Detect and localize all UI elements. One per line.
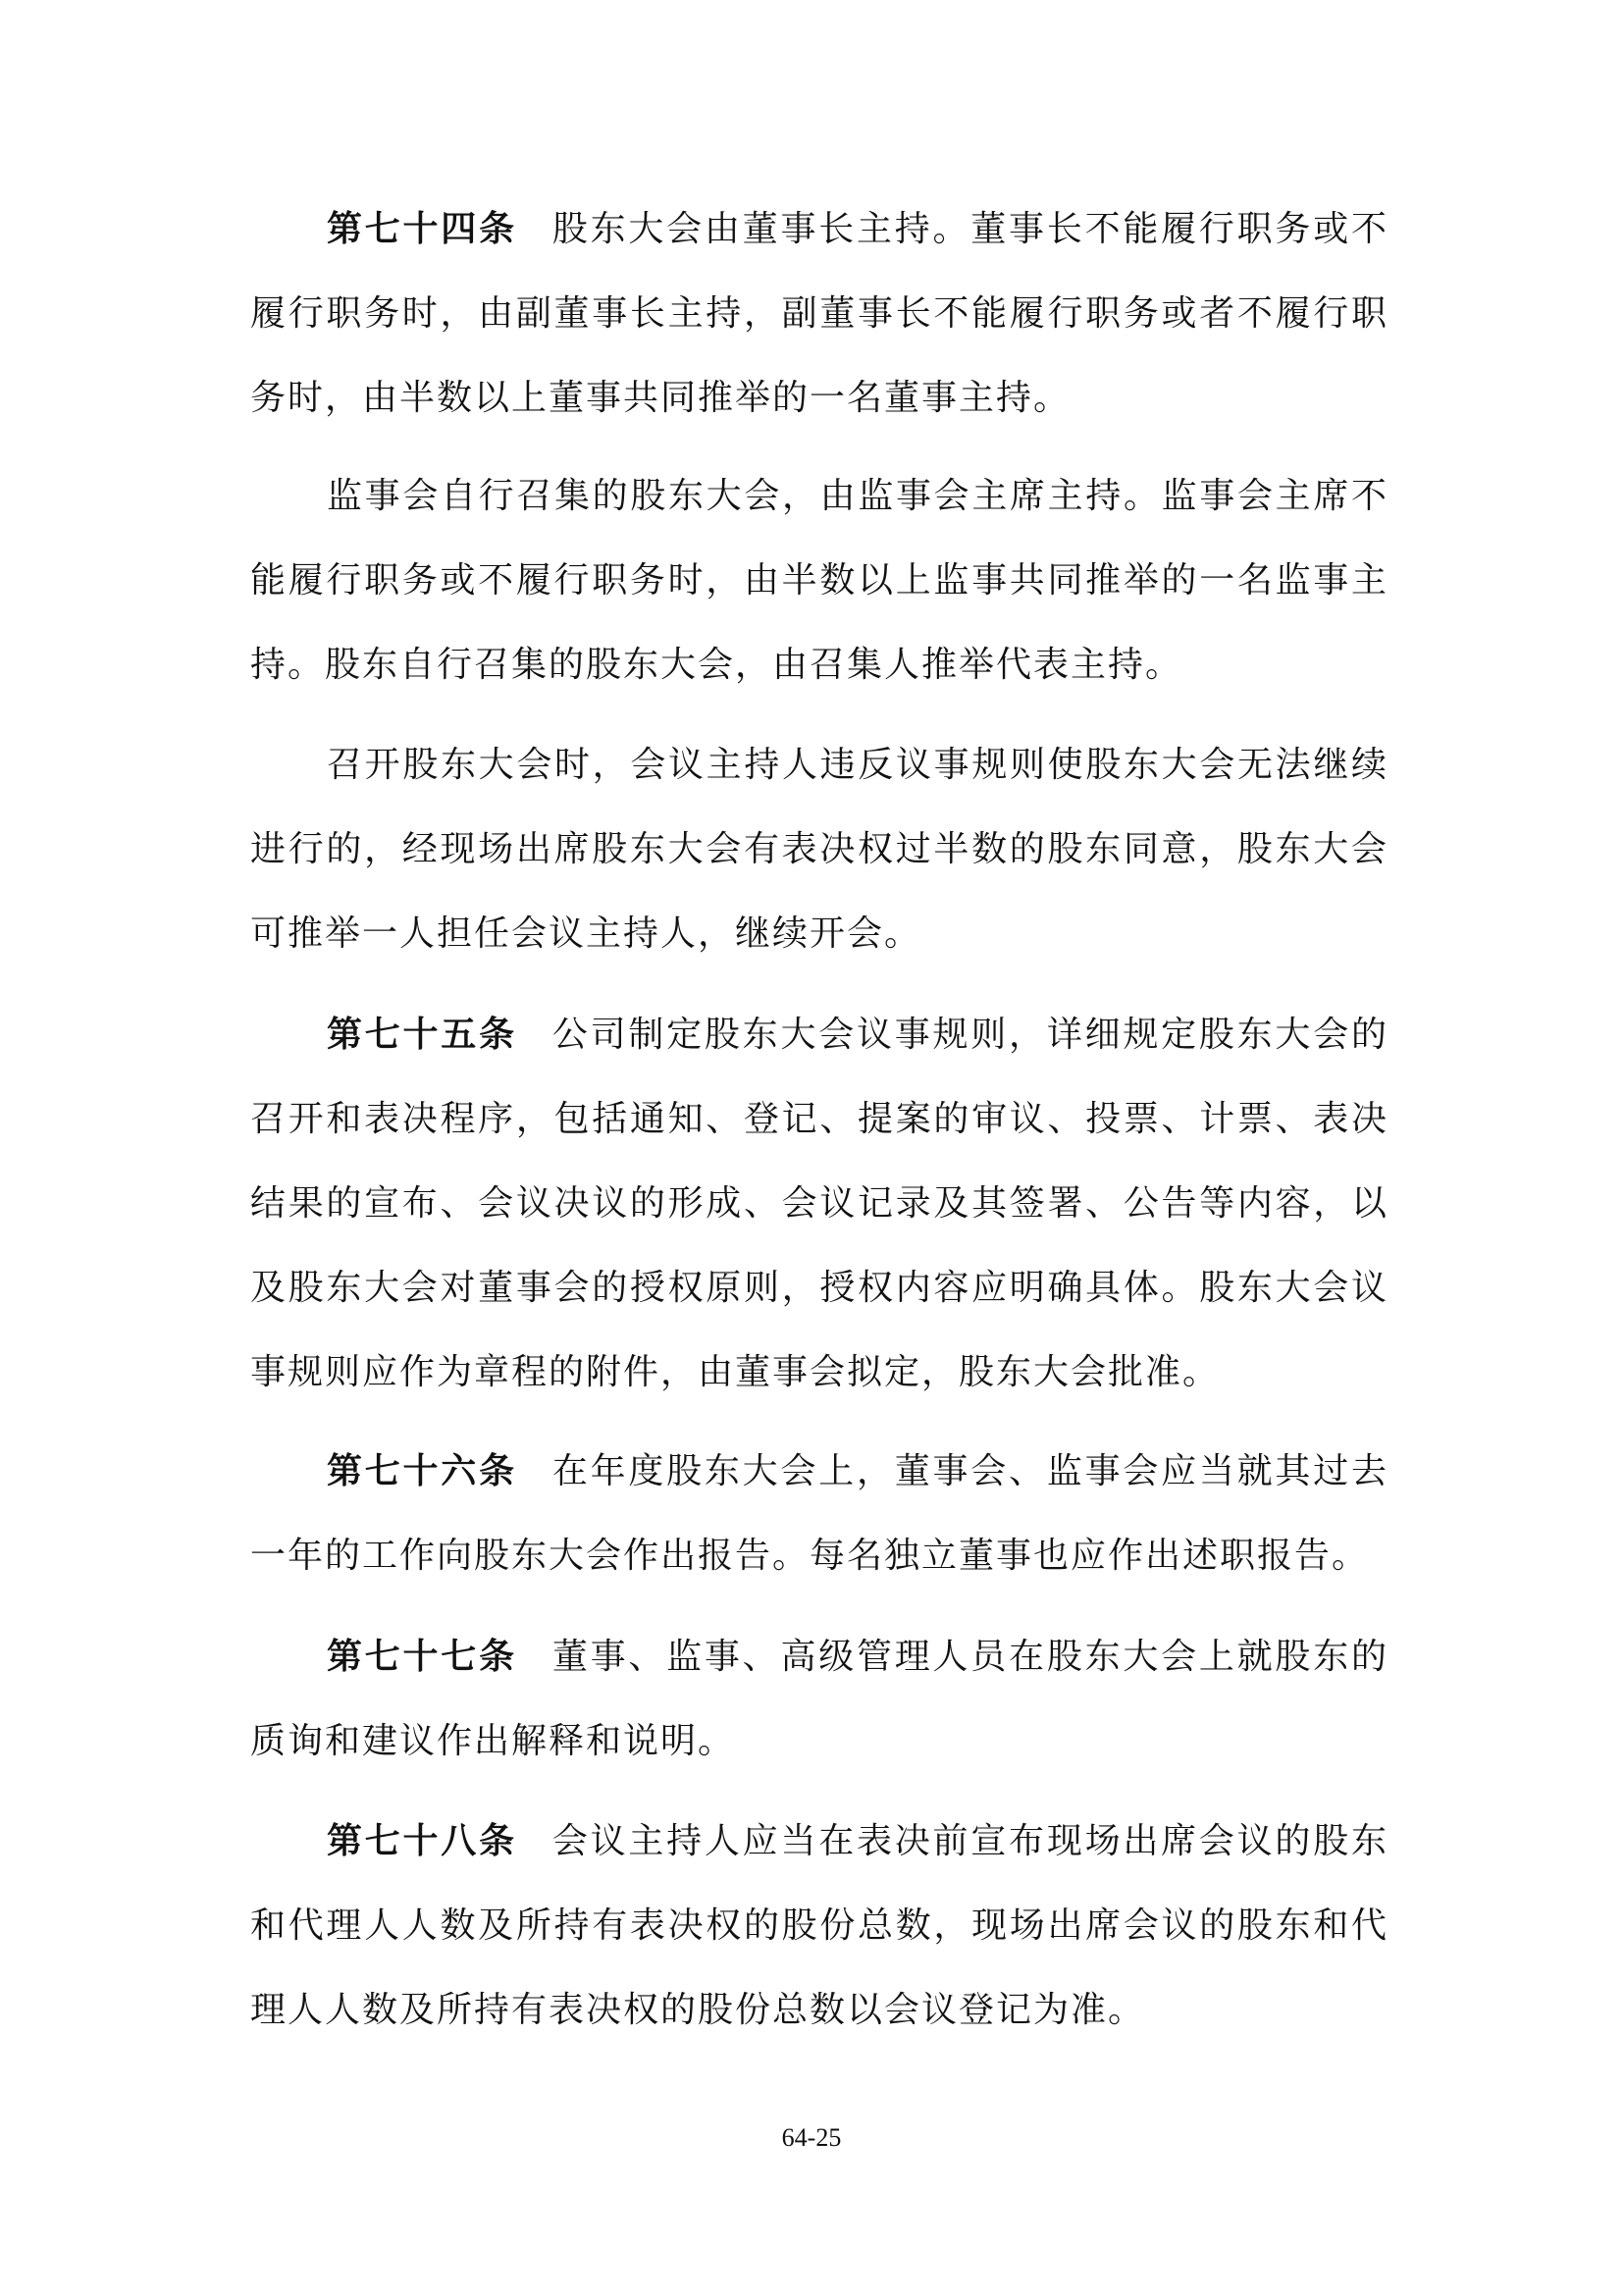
article-74-paragraph-2: 监事会自行召集的股东大会，由监事会主席主持。监事会主席不能履行职务或不履行职务时，由半数以上监事共同推举的一名监事主持。股东自行召集的股东大会，由召集人推举代表主持。 [250,476,1388,685]
article-78-paragraph [250,1799,1388,2053]
article-76-paragraph [250,1429,1388,1598]
article-74-text: 股东大会由董事长主持。董事长不能履行职务或不履行职务时，由副董事长主持，副董事长不能履行职务或者不履行职务时，由半数以上董事共同推举的一名董事主持。 [250,209,1388,418]
article-76-number: 第七十六条 [327,1450,517,1491]
article-78-text: 会议主持人应当在表决前宣布现场出席会议的股东和代理人人数及所持有表决权的股份总数，现场出席会议的股东和代理人人数及所持有表决权的股份总数以会议登记为准。 [250,1821,1388,2030]
article-75-number: 第七十五条 [327,1014,517,1055]
article-77-number: 第七十七条 [327,1636,517,1677]
article-74-number: 第七十四条 [327,208,517,249]
page-number: 64-25 [781,2123,842,2152]
article-77-text: 董事、监事、高级管理人员在股东大会上就股东的质询和建议作出解释和说明。 [250,1637,1388,1761]
article-75-text: 公司制定股东大会议事规则，详细规定股东大会的召开和表决程序，包括通知、登记、提案的审议、投票、计票、表决结果的宣布、会议决议的形成、会议记录及其签署、公告等内容，以及股东大会对董事会的授权原则，授权内容应明确具体。股东大会议事规则应作为章程的附件，由董事会拟定，股东大会批准。 [250,1015,1388,1392]
article-74-paragraph [250,186,1388,441]
article-75-paragraph [250,992,1388,1415]
article-76-text: 在年度股东大会上，董事会、监事会应当就其过去一年的工作向股东大会作出报告。每名独立董事也应作出述职报告。 [250,1451,1388,1576]
article-77-paragraph [250,1614,1388,1784]
article-74-paragraph-3: 召开股东大会时，会议主持人违反议事规则使股东大会无法继续进行的，经现场出席股东大会有表决权过半数的股东同意，股东大会可推举一人担任会议主持人，继续开会。 [250,745,1388,954]
article-78-number: 第七十八条 [327,1820,517,1861]
